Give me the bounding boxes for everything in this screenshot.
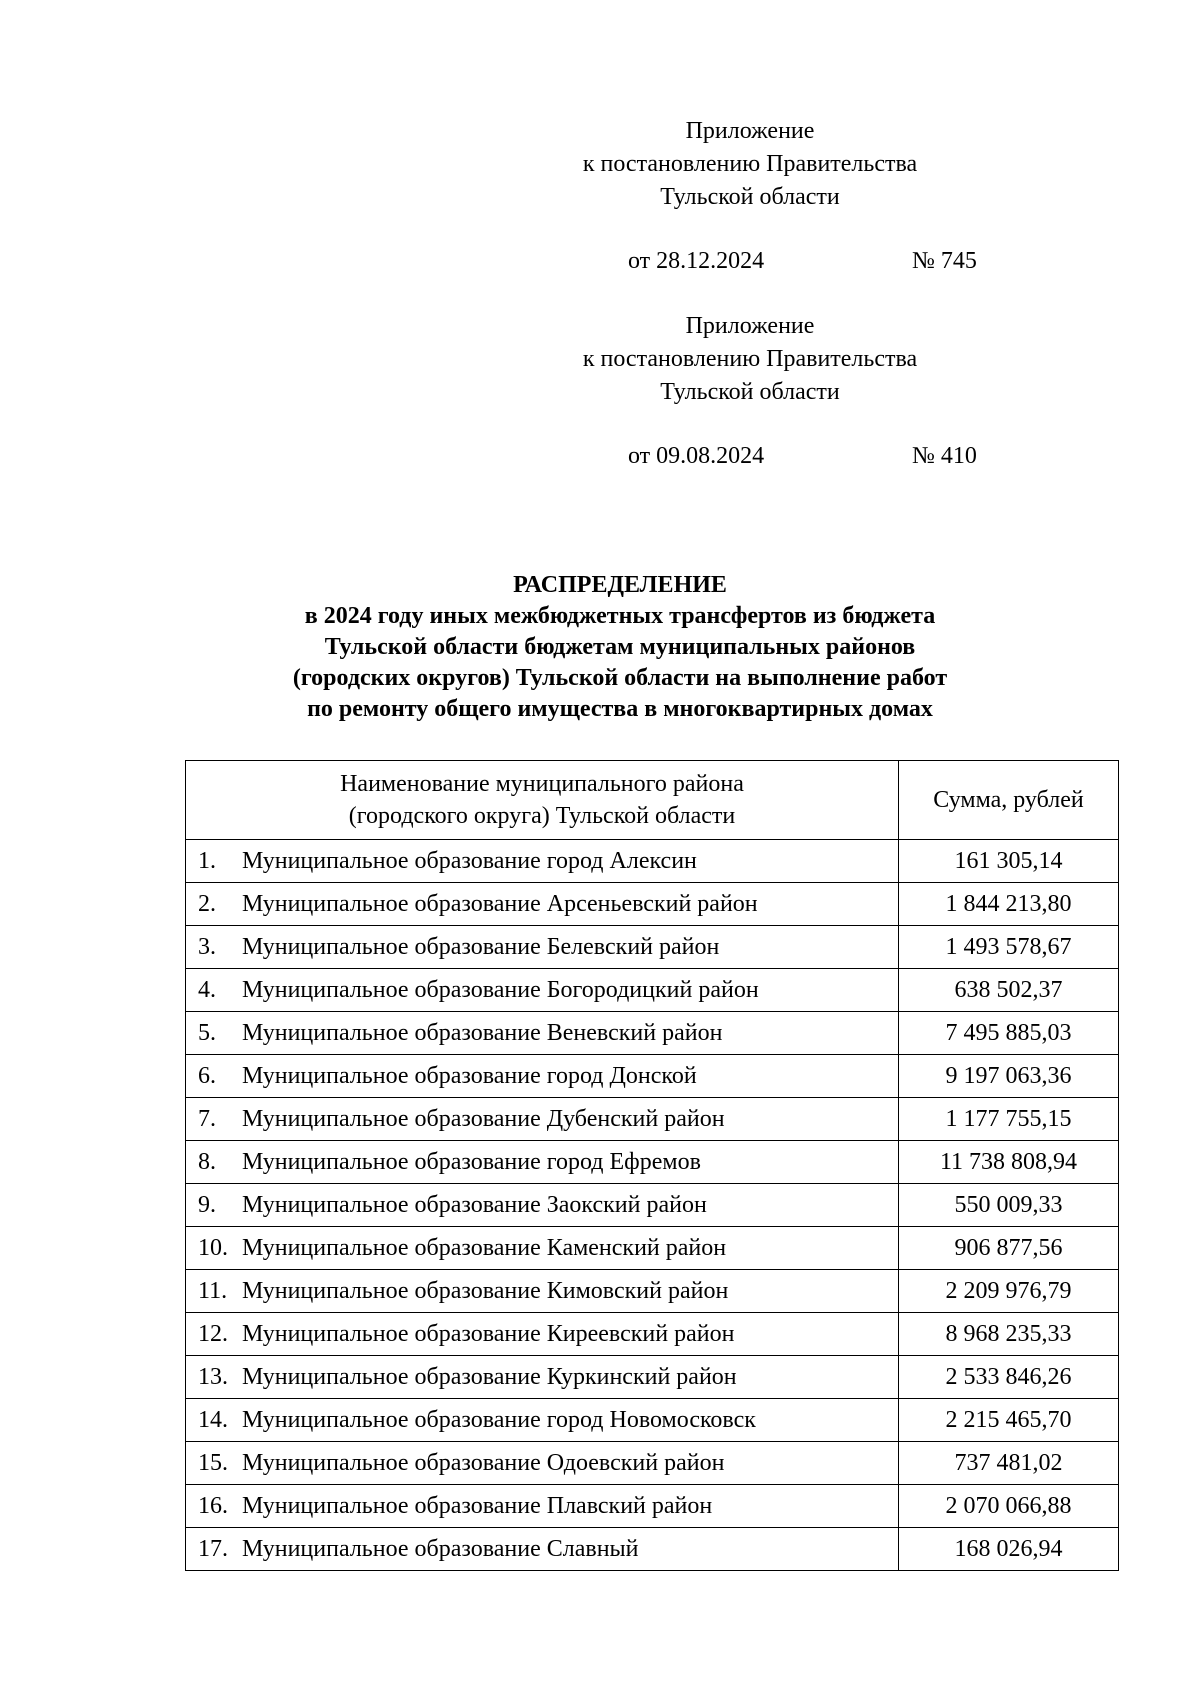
appendix-ref: к постановлению Правительства <box>582 346 918 372</box>
row-name: Муниципальное образование Дубенский район <box>242 1106 725 1132</box>
appendix-current-date: от 28.12.2024 <box>628 248 765 274</box>
row-name: Муниципальное образование Одоевский район <box>242 1450 725 1476</box>
row-number: 11. <box>198 1278 228 1304</box>
amount: 7 495 885,03 <box>899 1012 1119 1055</box>
row-number: 3. <box>198 934 216 960</box>
row-name: Муниципальное образование Кимовский район <box>242 1278 729 1304</box>
amount: 906 877,56 <box>899 1227 1119 1270</box>
municipality-name <box>186 1485 899 1528</box>
municipality-name <box>186 1055 899 1098</box>
table-row <box>186 1399 1119 1442</box>
table-row <box>186 1012 1119 1055</box>
table-row <box>186 1356 1119 1399</box>
amount: 638 502,37 <box>899 969 1119 1012</box>
title-line: (городских округов) Тульской области на выполнение работ <box>292 665 948 691</box>
header-name: Наименование муниципального района (городского округа) Тульской области <box>186 761 899 840</box>
table-row <box>186 1528 1119 1571</box>
row-name: Муниципальное образование Плавский район <box>242 1493 713 1519</box>
row-number: 5. <box>198 1020 216 1046</box>
amount: 11 738 808,94 <box>899 1141 1119 1184</box>
municipality-name <box>186 1356 899 1399</box>
title-line: в 2024 году иных межбюджетных трансфертов из бюджета <box>304 603 936 629</box>
amount: 168 026,94 <box>899 1528 1119 1571</box>
row-name: Муниципальное образование Веневский район <box>242 1020 723 1046</box>
municipality-name <box>186 1528 899 1571</box>
row-name: Муниципальное образование Куркинский район <box>242 1364 737 1390</box>
municipality-name <box>186 1184 899 1227</box>
amount: 1 177 755,15 <box>899 1098 1119 1141</box>
table-row <box>186 1184 1119 1227</box>
row-number: 7. <box>198 1106 216 1132</box>
municipality-name <box>186 883 899 926</box>
amount: 8 968 235,33 <box>899 1313 1119 1356</box>
table-header-row <box>186 761 1119 840</box>
amount: 1 493 578,67 <box>899 926 1119 969</box>
row-number: 2. <box>198 891 216 917</box>
row-number: 1. <box>198 848 216 874</box>
row-number: 15. <box>198 1450 228 1476</box>
table-row <box>186 1270 1119 1313</box>
row-number: 16. <box>198 1493 228 1519</box>
table-row <box>186 1485 1119 1528</box>
table-row <box>186 1227 1119 1270</box>
row-number: 12. <box>198 1321 228 1347</box>
row-name: Муниципальное образование город Новомосковск <box>242 1407 756 1433</box>
row-number: 8. <box>198 1149 216 1175</box>
appendix-label: Приложение <box>685 313 815 339</box>
municipality-name <box>186 1012 899 1055</box>
table-row <box>186 1141 1119 1184</box>
row-name: Муниципальное образование Славный <box>242 1536 639 1562</box>
appendix-region: Тульской области <box>660 184 840 210</box>
row-name: Муниципальное образование Каменский район <box>242 1235 727 1261</box>
row-name: Муниципальное образование город Алексин <box>242 848 697 874</box>
amount: 9 197 063,36 <box>899 1055 1119 1098</box>
municipality-name <box>186 969 899 1012</box>
table-row <box>186 1098 1119 1141</box>
municipality-name <box>186 1227 899 1270</box>
title-line: по ремонту общего имущества в многоквартирных домах <box>307 696 933 722</box>
amount: 1 844 213,80 <box>899 883 1119 926</box>
row-name: Муниципальное образование Белевский район <box>242 934 720 960</box>
row-name: Муниципальное образование город Ефремов <box>242 1149 701 1175</box>
row-number: 13. <box>198 1364 228 1390</box>
row-number: 17. <box>198 1536 228 1562</box>
row-number: 4. <box>198 977 216 1003</box>
municipality-name <box>186 840 899 883</box>
appendix-label: Приложение <box>685 118 815 144</box>
table-row <box>186 1442 1119 1485</box>
amount: 2 209 976,79 <box>899 1270 1119 1313</box>
row-name: Муниципальное образование город Донской <box>242 1063 697 1089</box>
appendix-previous-date: от 09.08.2024 <box>628 443 765 469</box>
table-row <box>186 969 1119 1012</box>
row-number: 10. <box>198 1235 228 1261</box>
row-name: Муниципальное образование Богородицкий район <box>242 977 759 1003</box>
amount: 737 481,02 <box>899 1442 1119 1485</box>
municipality-name <box>186 1313 899 1356</box>
row-name: Муниципальное образование Заокский район <box>242 1192 707 1218</box>
table-row <box>186 1055 1119 1098</box>
table-row <box>186 1313 1119 1356</box>
appendix-previous-number: № 410 <box>912 443 977 469</box>
table-row <box>186 883 1119 926</box>
amount: 2 070 066,88 <box>899 1485 1119 1528</box>
municipality-name <box>186 1141 899 1184</box>
amount: 161 305,14 <box>899 840 1119 883</box>
distribution-table <box>185 760 1119 1571</box>
row-number: 9. <box>198 1192 216 1218</box>
municipality-name <box>186 1399 899 1442</box>
table-row <box>186 926 1119 969</box>
appendix-current <box>540 115 960 214</box>
row-number: 6. <box>198 1063 216 1089</box>
table-row <box>186 840 1119 883</box>
row-name: Муниципальное образование Киреевский район <box>242 1321 735 1347</box>
municipality-name <box>186 926 899 969</box>
appendix-region: Тульской области <box>660 379 840 405</box>
row-name: Муниципальное образование Арсеньевский район <box>242 891 758 917</box>
title-line: Тульской области бюджетам муниципальных районов <box>324 634 916 660</box>
municipality-name <box>186 1442 899 1485</box>
appendix-current-number: № 745 <box>912 248 977 274</box>
header-sum: Сумма, рублей <box>899 761 1119 840</box>
appendix-previous <box>540 310 960 409</box>
amount: 2 215 465,70 <box>899 1399 1119 1442</box>
municipality-name <box>186 1270 899 1313</box>
amount: 2 533 846,26 <box>899 1356 1119 1399</box>
table-body <box>186 840 1119 1571</box>
title-line: РАСПРЕДЕЛЕНИЕ <box>513 572 727 598</box>
appendix-ref: к постановлению Правительства <box>582 151 918 177</box>
row-number: 14. <box>198 1407 228 1433</box>
document-title <box>180 570 1060 725</box>
amount: 550 009,33 <box>899 1184 1119 1227</box>
municipality-name <box>186 1098 899 1141</box>
